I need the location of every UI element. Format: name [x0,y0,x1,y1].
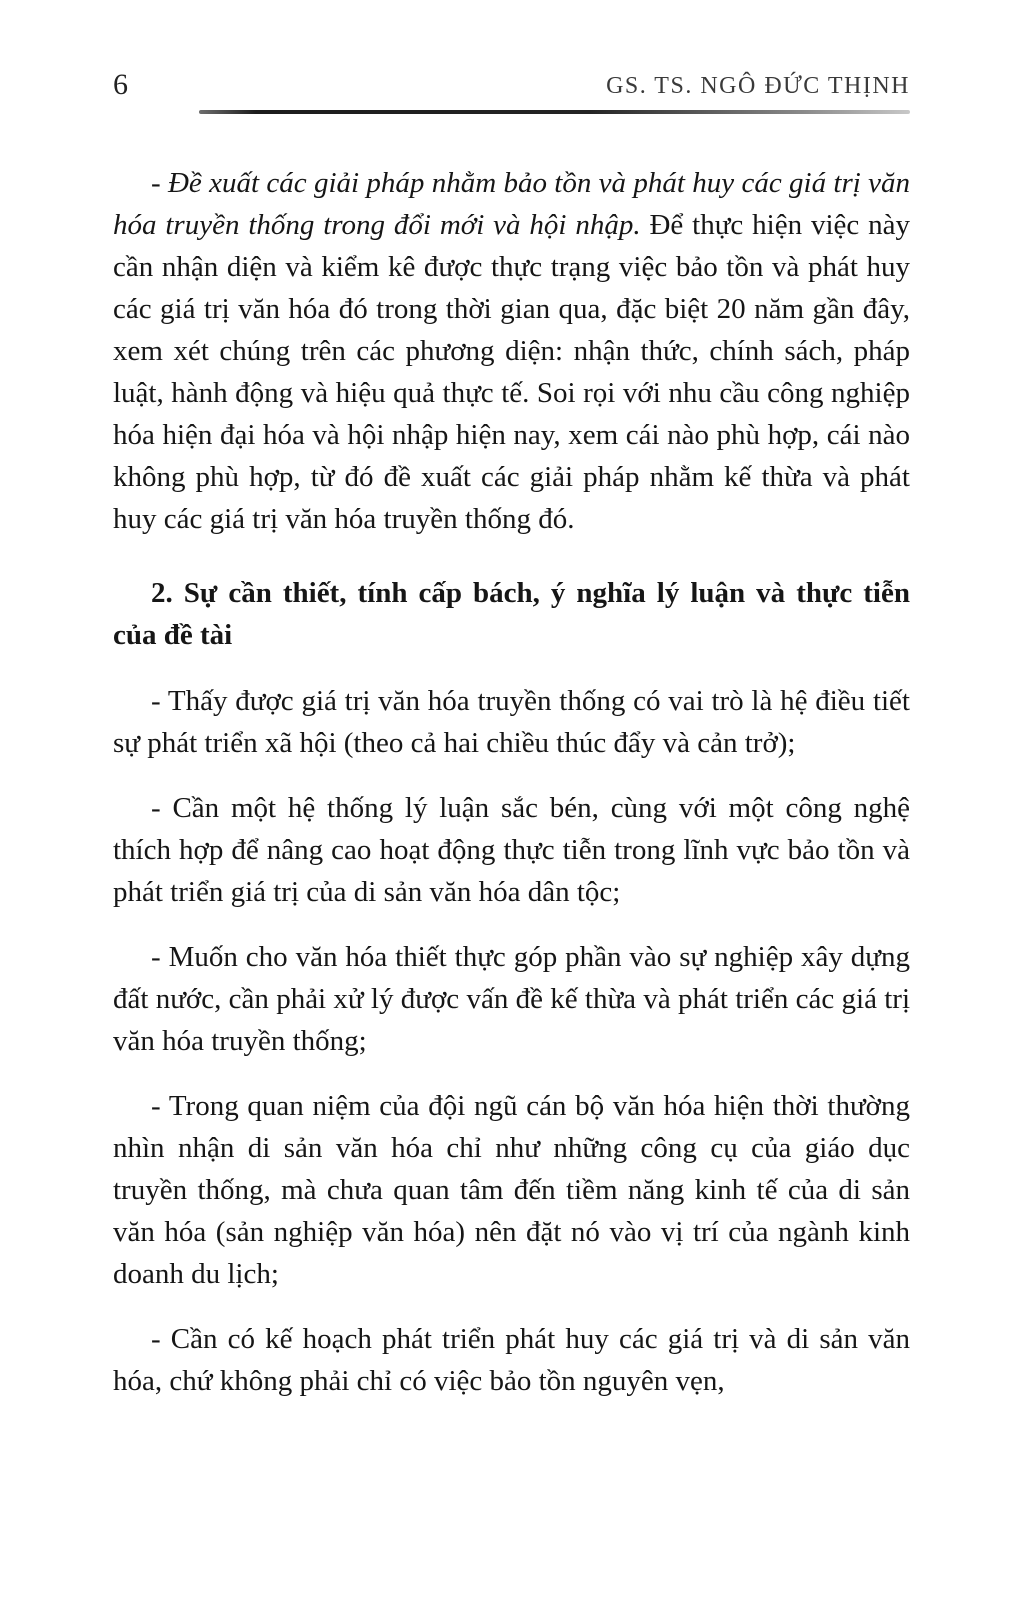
section-heading: 2. Sự cần thiết, tính cấp bách, ý nghĩa lý luận và thực tiễn của đề tài [113,577,910,651]
paragraph-lead-italic: - Đề xuất các giải pháp nhằm bảo tồn và phát huy các giá trị văn hóa truyền thống trong đổi mới và hội nhập. [113,167,910,241]
body-paragraph-value-role: - Thấy được giá trị văn hóa truyền thống có vai trò là hệ điều tiết sự phát triển xã hội (theo cả hai chiều thúc đẩy và cản trở); [113,685,910,759]
body-paragraph-officials-view: - Trong quan niệm của đội ngũ cán bộ văn hóa hiện thời thường nhìn nhận di sản văn hóa chỉ như những công cụ của giáo dục truyền thống, mà chưa quan tâm đến tiềm năng kinh tế của di sản văn hóa (sản nghiệp văn hóa) nên đặt nó vào vị trí của ngành kinh doanh du lịch; [113,1090,910,1290]
page-number: 6 [113,68,128,101]
body-paragraph-proposal [113,162,910,540]
body-paragraph-development-plan: - Cần có kế hoạch phát triển phát huy các giá trị và di sản văn hóa, chứ không phải chỉ có việc bảo tồn nguyên vẹn, [113,1323,910,1397]
paragraph-continuation: Để thực hiện việc này cần nhận diện và kiểm kê được thực trạng việc bảo tồn và phát huy các giá trị văn hóa đó trong thời gian qua, đặc biệt 20 năm gần đây, xem xét chúng trên các phương diện: nhận thức, chính sách, pháp luật, hành động và hiệu quả thực tế. Soi rọi với nhu cầu công nghiệp hóa hiện đại hóa và hội nhập hiện nay, xem cái nào phù hợp, cái nào không phù hợp, từ đó đề xuất các giải pháp nhằm kế thừa và phát huy các giá trị văn hóa truyền thống đó. [113,209,911,535]
header-rule [199,110,910,114]
running-head-author: GS. TS. NGÔ ĐỨC THỊNH [606,73,910,99]
body-paragraph-theory-system: - Cần một hệ thống lý luận sắc bén, cùng với một công nghệ thích hợp để nâng cao hoạt động thực tiễn trong lĩnh vực bảo tồn và phát triển giá trị của di sản văn hóa dân tộc; [113,792,910,908]
body-paragraph-culture-contribution: - Muốn cho văn hóa thiết thực góp phần vào sự nghiệp xây dựng đất nước, cần phải xử lý được vấn đề kế thừa và phát triển các giá trị văn hóa truyền thống; [113,941,910,1057]
page-body [113,162,910,1402]
page-header [113,70,910,100]
